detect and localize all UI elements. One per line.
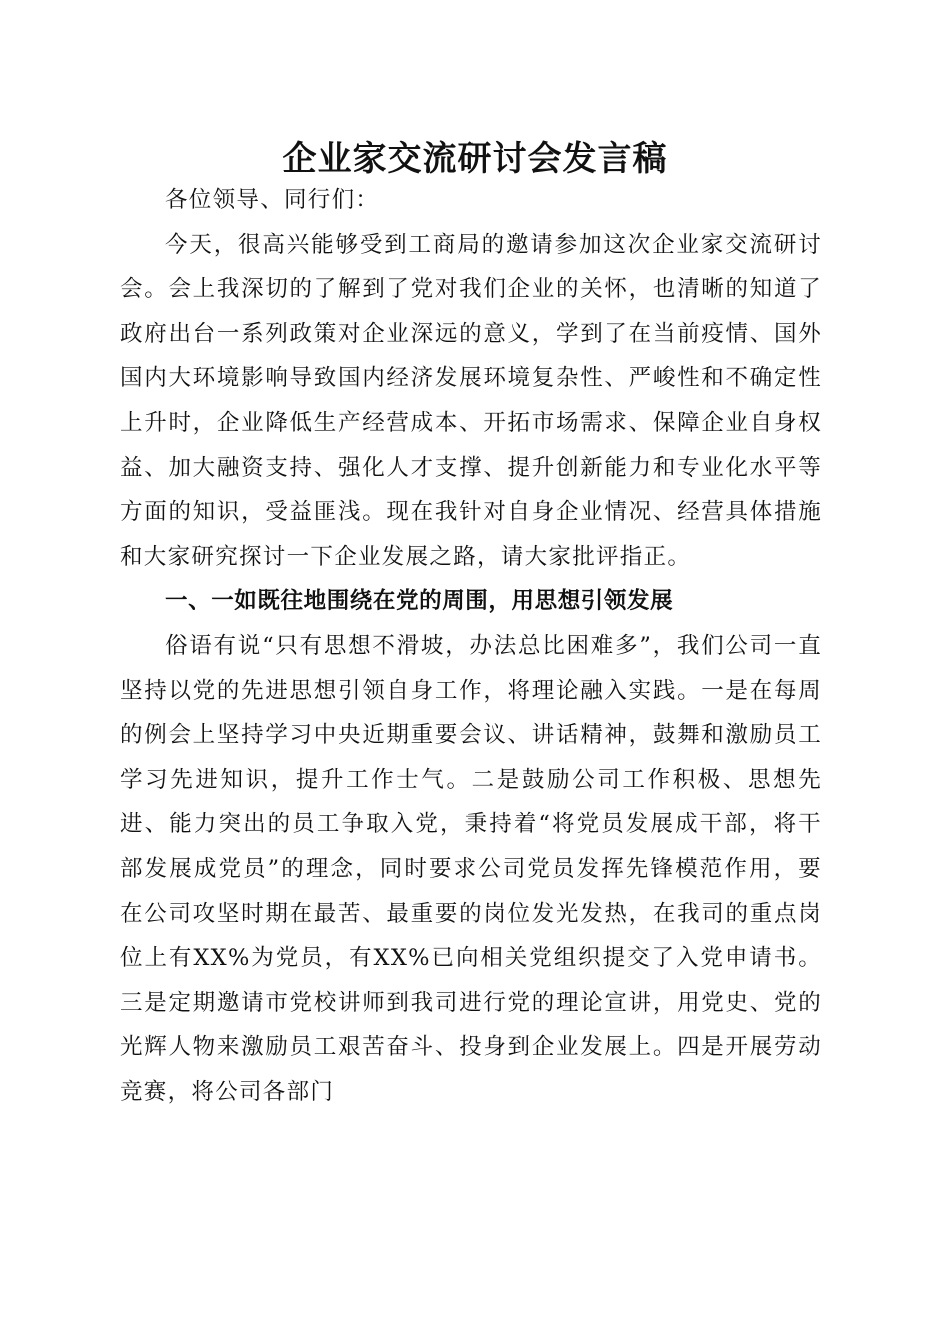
section-1-heading: 一、一如既往地围绕在党的周围，用思想引领发展 [165,588,674,615]
section-1-paragraph: 俗语有说“只有思想不滑坡，办法总比困难多”，我们公司一直坚持以党的先进思想引领自身工作，将理论融入实践。一是在每周的例会上坚持学习中央近期重要会议、讲话精神，鼓舞和激励员工学习先进知识，提升工作士气。二是鼓励公司工作积极、思想先进、能力突出的员工争取入党，秉持着“将党员发展成干部，将干部发展成党员”的理念，同时要求公司党员发挥先锋模范作用，要在公司攻坚时期在最苦、最重要的岗位发光发热，在我司的重点岗位上有XX%为党员，有XX%已向相关党组织提交了入党申请书。三是定期邀请市党校讲师到我司进行党的理论宣讲，用党史、党的光辉人物来激励员工艰苦奋斗、投身到企业发展上。四是开展劳动竞赛，将公司各部门 [120,632,822,1105]
salutation: 各位领导、同行们： [165,187,380,213]
document-body [120,178,822,1114]
intro-paragraph: 今天，很高兴能够受到工商局的邀请参加这次企业家交流研讨会。会上我深切的了解到了党对我们企业的关怀，也清晰的知道了政府出台一系列政策对企业深远的意义，学到了在当前疫情、国外国内大环境影响导致国内经济发展环境复杂性、严峻性和不确定性上升时，企业降低生产经营成本、开拓市场需求、保障企业自身权益、加大融资支持、强化人才支撑、提升创新能力和专业化水平等方面的知识，受益匪浅。现在我针对自身企业情况、经营具体措施和大家研究探讨一下企业发展之路，请大家批评指正。 [120,231,822,570]
document-title: 企业家交流研讨会发言稿 [282,139,668,179]
